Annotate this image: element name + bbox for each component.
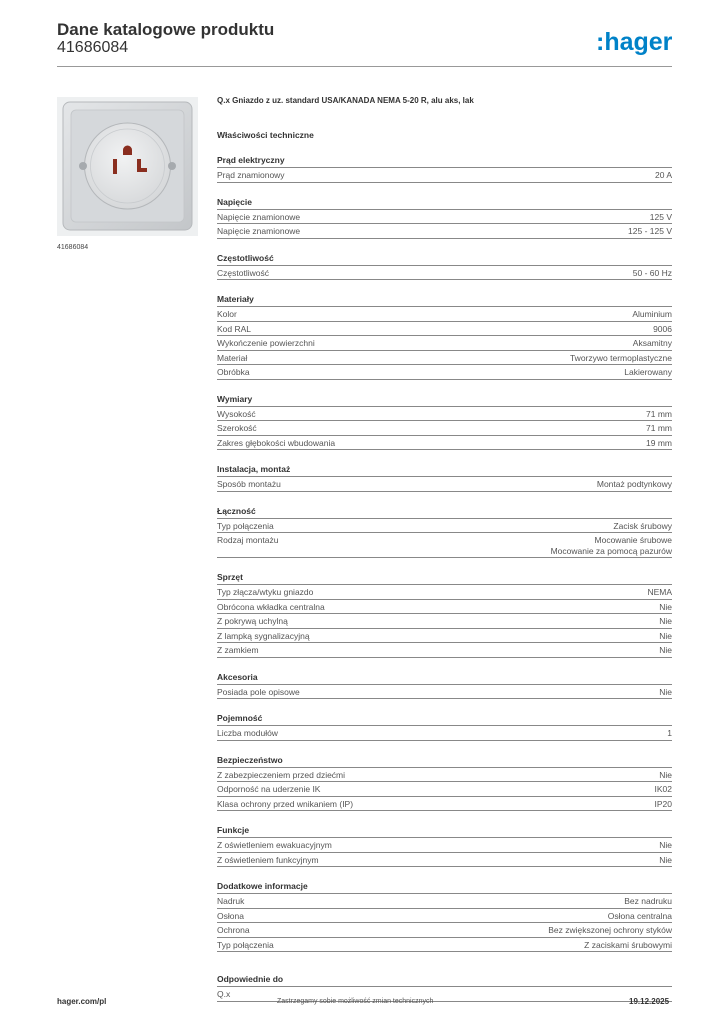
property-row	[217, 266, 672, 281]
property-value-line: Zacisk śrubowy	[613, 520, 672, 531]
group-title: Odpowiednie do	[217, 974, 672, 987]
property-value	[647, 587, 672, 598]
property-value-line: 19 mm	[646, 437, 672, 448]
group-title: Napięcie	[217, 197, 672, 210]
property-value-line: Aluminium	[632, 309, 672, 319]
property-value	[628, 226, 672, 237]
group-title: Pojemność	[217, 713, 672, 726]
property-label: Wysokość	[217, 408, 256, 419]
property-value	[659, 645, 672, 656]
page-title: Dane katalogowe produktu	[57, 20, 275, 39]
property-group	[217, 394, 672, 451]
property-value-line: Mocowanie śrubowe	[594, 535, 672, 545]
property-row	[217, 782, 672, 797]
property-label: Z lampką sygnalizacyjną	[217, 630, 310, 641]
property-label: Częstotliwość	[217, 267, 269, 278]
property-row	[217, 938, 672, 953]
property-row	[217, 726, 672, 741]
property-value-line: 71 mm	[646, 423, 672, 433]
property-value-line: Nie	[659, 601, 672, 612]
property-row	[217, 909, 672, 924]
property-label: Materiał	[217, 352, 248, 363]
property-label: Typ złącza/wtyku gniazdo	[217, 587, 314, 597]
property-row	[217, 322, 672, 337]
property-row	[217, 894, 672, 909]
property-label: Z pokrywą uchylną	[217, 616, 288, 626]
property-row	[217, 600, 672, 615]
property-value-line: Lakierowany	[624, 367, 672, 377]
property-value-line: IK02	[654, 784, 672, 794]
property-value	[659, 855, 672, 866]
property-label: Odporność na uderzenie IK	[217, 784, 321, 794]
property-row	[217, 797, 672, 812]
property-label: Rodzaj montażu	[217, 535, 279, 545]
property-row	[217, 685, 672, 700]
property-value-line: 9006	[653, 323, 672, 334]
group-title: Sprzęt	[217, 572, 672, 585]
property-group	[217, 572, 672, 658]
property-row	[217, 421, 672, 436]
property-label: Osłona	[217, 910, 244, 921]
property-row	[217, 643, 672, 658]
group-title: Łączność	[217, 506, 672, 519]
property-row	[217, 519, 672, 534]
technical-properties-heading: Właściwości techniczne	[217, 130, 314, 140]
property-value-line: NEMA	[647, 587, 672, 597]
property-row	[217, 307, 672, 322]
property-value-line: 125 - 125 V	[628, 226, 672, 236]
property-label: Napięcie znamionowe	[217, 226, 301, 236]
property-value	[655, 170, 672, 181]
property-value	[646, 438, 672, 449]
property-label: Z oświetleniem funkcyjnym	[217, 854, 319, 865]
property-value	[613, 521, 672, 532]
property-value-line: Nie	[659, 854, 672, 865]
property-group	[217, 506, 672, 559]
property-value	[650, 212, 672, 223]
property-value	[653, 324, 672, 335]
product-details	[217, 96, 672, 1002]
property-label: Zakres głębokości wbudowania	[217, 437, 336, 448]
property-label: Z zabezpieczeniem przed dziećmi	[217, 769, 346, 780]
property-row	[217, 585, 672, 600]
property-row	[217, 210, 672, 225]
property-groups	[217, 155, 672, 1002]
property-value-line: Tworzywo termoplastyczne	[569, 352, 672, 363]
group-title: Prąd elektryczny	[217, 155, 672, 168]
property-row	[217, 168, 672, 183]
property-value-line: Mocowanie za pomocą pazurów	[550, 545, 672, 556]
property-label: Obróbka	[217, 367, 250, 377]
property-group	[217, 881, 672, 952]
group-title: Akcesoria	[217, 672, 672, 685]
group-title: Funkcje	[217, 825, 672, 838]
property-row	[217, 365, 672, 380]
property-value	[659, 602, 672, 613]
product-code: 41686084	[57, 39, 129, 56]
property-label: Szerokość	[217, 423, 257, 433]
header-divider	[57, 66, 672, 67]
property-value	[632, 309, 672, 320]
property-group	[217, 464, 672, 492]
property-label: Z zamkiem	[217, 645, 259, 655]
logo-text: :hager	[596, 28, 673, 56]
property-label: Obrócona wkładka centralna	[217, 601, 325, 612]
property-value	[624, 896, 672, 907]
property-value	[655, 799, 673, 810]
footer-date: 19.12.2025	[629, 997, 670, 1006]
property-value	[659, 840, 672, 851]
property-label: Nadruk	[217, 896, 245, 906]
property-row	[217, 923, 672, 938]
property-label: Wykończenie powierzchni	[217, 338, 315, 348]
property-label: Q.x	[217, 989, 231, 999]
nema-5-20r-socket-icon	[57, 97, 198, 236]
property-value-line: Nie	[659, 840, 672, 850]
property-value-line: Bez nadruku	[624, 896, 672, 906]
property-label: Napięcie znamionowe	[217, 211, 301, 222]
footer-website: hager.com/pl	[57, 997, 107, 1006]
property-value	[667, 728, 672, 739]
property-group	[217, 713, 672, 741]
property-group	[217, 672, 672, 700]
property-value-line: 1	[667, 728, 672, 738]
property-row	[217, 336, 672, 351]
property-value	[633, 268, 672, 279]
property-group	[217, 755, 672, 812]
property-value-line: Osłona centralna	[607, 910, 672, 921]
property-row	[217, 853, 672, 868]
property-row	[217, 629, 672, 644]
property-label: Ochrona	[217, 925, 250, 935]
property-row	[217, 224, 672, 239]
property-value	[646, 423, 672, 434]
property-value	[551, 535, 672, 556]
property-group	[217, 294, 672, 380]
property-value	[570, 353, 672, 364]
group-title: Bezpieczeństwo	[217, 755, 672, 768]
property-value	[655, 784, 673, 795]
group-title: Częstotliwość	[217, 253, 672, 266]
property-value	[584, 940, 672, 951]
property-value-line: Nie	[659, 616, 672, 626]
property-label: Typ połączenia	[217, 520, 274, 531]
property-value	[633, 338, 672, 349]
property-group	[217, 253, 672, 281]
property-value	[548, 925, 672, 936]
property-value	[659, 770, 672, 781]
property-label: Z oświetleniem ewakuacyjnym	[217, 840, 332, 850]
property-row	[217, 407, 672, 422]
property-group	[217, 197, 672, 239]
property-value-line: Nie	[659, 630, 672, 641]
property-label: Klasa ochrony przed wnikaniem (IP)	[217, 798, 354, 809]
property-label: Posiada pole opisowe	[217, 686, 300, 697]
property-row	[217, 768, 672, 783]
property-row	[217, 614, 672, 629]
group-title: Dodatkowe informacje	[217, 881, 672, 894]
property-value-line: 20 A	[654, 170, 672, 180]
group-title: Wymiary	[217, 394, 672, 407]
property-value	[597, 479, 672, 490]
property-group	[217, 825, 672, 867]
property-value	[659, 616, 672, 627]
property-value-line: Montaż podtynkowy	[596, 479, 672, 489]
footer-disclaimer: Zastrzegamy sobie możliwość zmian technicznych	[277, 998, 434, 1005]
property-label: Typ połączenia	[217, 939, 274, 950]
property-value-line: Z zaciskami śrubowymi	[584, 939, 672, 950]
property-row	[217, 838, 672, 853]
property-label: Sposób montażu	[217, 479, 281, 489]
property-value	[608, 911, 672, 922]
hager-logo	[596, 24, 676, 58]
property-value-line: Bez zwiększonej ochrony styków	[548, 925, 672, 935]
product-title: Q.x Gniazdo z uz. standard USA/KANADA NEMA 5-20 R, alu aks, lak	[217, 96, 474, 105]
property-label: Kod RAL	[217, 323, 252, 334]
property-label: Kolor	[217, 309, 237, 319]
property-value-line: Nie	[659, 686, 672, 697]
property-value-line: IP20	[654, 798, 672, 809]
property-label: Prąd znamionowy	[217, 170, 285, 180]
property-value	[659, 631, 672, 642]
group-title: Materiały	[217, 294, 672, 307]
property-value-line: 125 V	[649, 211, 672, 222]
property-label: Liczba modułów	[217, 728, 278, 738]
property-value	[646, 409, 672, 420]
property-row	[217, 436, 672, 451]
property-value	[624, 367, 672, 378]
property-row	[217, 351, 672, 366]
property-group	[217, 155, 672, 183]
property-value	[659, 687, 672, 698]
property-row	[217, 477, 672, 492]
property-value-line: 71 mm	[646, 408, 672, 419]
property-value-line: 50 - 60 Hz	[632, 267, 672, 278]
property-value-line: Nie	[659, 645, 672, 655]
group-title: Instalacja, montaż	[217, 464, 672, 477]
property-value-line: Aksamitny	[632, 338, 672, 348]
property-value-line: Nie	[659, 769, 672, 780]
property-row	[217, 533, 672, 558]
image-caption: 41686084	[57, 244, 89, 251]
